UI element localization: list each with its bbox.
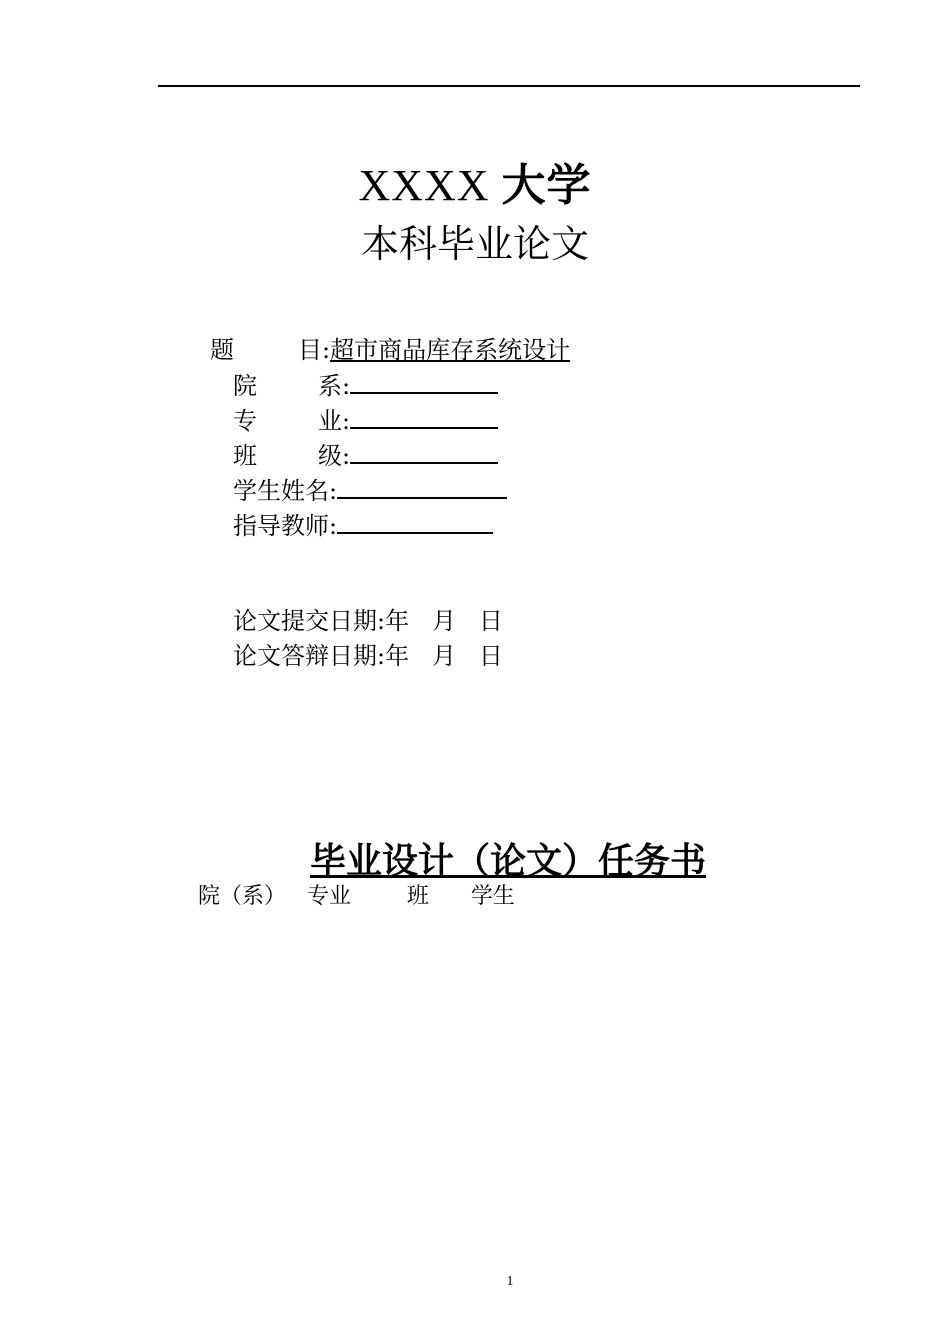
advisor-label: 指导教师: [233, 512, 338, 540]
major-label-a: 专 [233, 407, 257, 435]
major-label-b: 业: [318, 407, 351, 435]
topic-field [210, 334, 570, 366]
submit-date: 论文提交日期:年 月 日 [233, 607, 503, 635]
student-name-blank [337, 473, 507, 499]
task-book-info-line: 院（系） 专业 班 学生 [198, 884, 515, 909]
department-label-b: 系: [318, 372, 351, 400]
advisor-field [233, 508, 493, 542]
class-label-a: 班 [233, 442, 257, 470]
topic-label-b: 目: [298, 336, 331, 364]
top-rule [158, 85, 860, 87]
department-label-a: 院 [233, 372, 257, 400]
class-blank [350, 438, 498, 464]
topic-value: 超市商品库存系统设计 [330, 336, 571, 364]
class-field [233, 438, 498, 472]
department-blank [350, 368, 498, 394]
student-name-label: 学生姓名: [233, 477, 338, 505]
thesis-type-title: 本科毕业论文 [360, 222, 589, 266]
task-book-title: 毕业设计（论文）任务书 [309, 841, 706, 882]
defense-date: 论文答辩日期:年 月 日 [233, 642, 503, 670]
university-name-cjk: 大学 [501, 160, 592, 211]
class-label-b: 级: [318, 442, 351, 470]
major-blank [350, 403, 498, 429]
university-title [0, 158, 950, 214]
university-name-latin: XXXX [358, 161, 490, 210]
major-field [233, 403, 498, 437]
student-name-field [233, 473, 507, 507]
topic-label-a: 题 [210, 336, 234, 364]
department-field [233, 368, 498, 402]
page-number: 1 [506, 1274, 514, 1289]
advisor-blank [337, 508, 493, 534]
